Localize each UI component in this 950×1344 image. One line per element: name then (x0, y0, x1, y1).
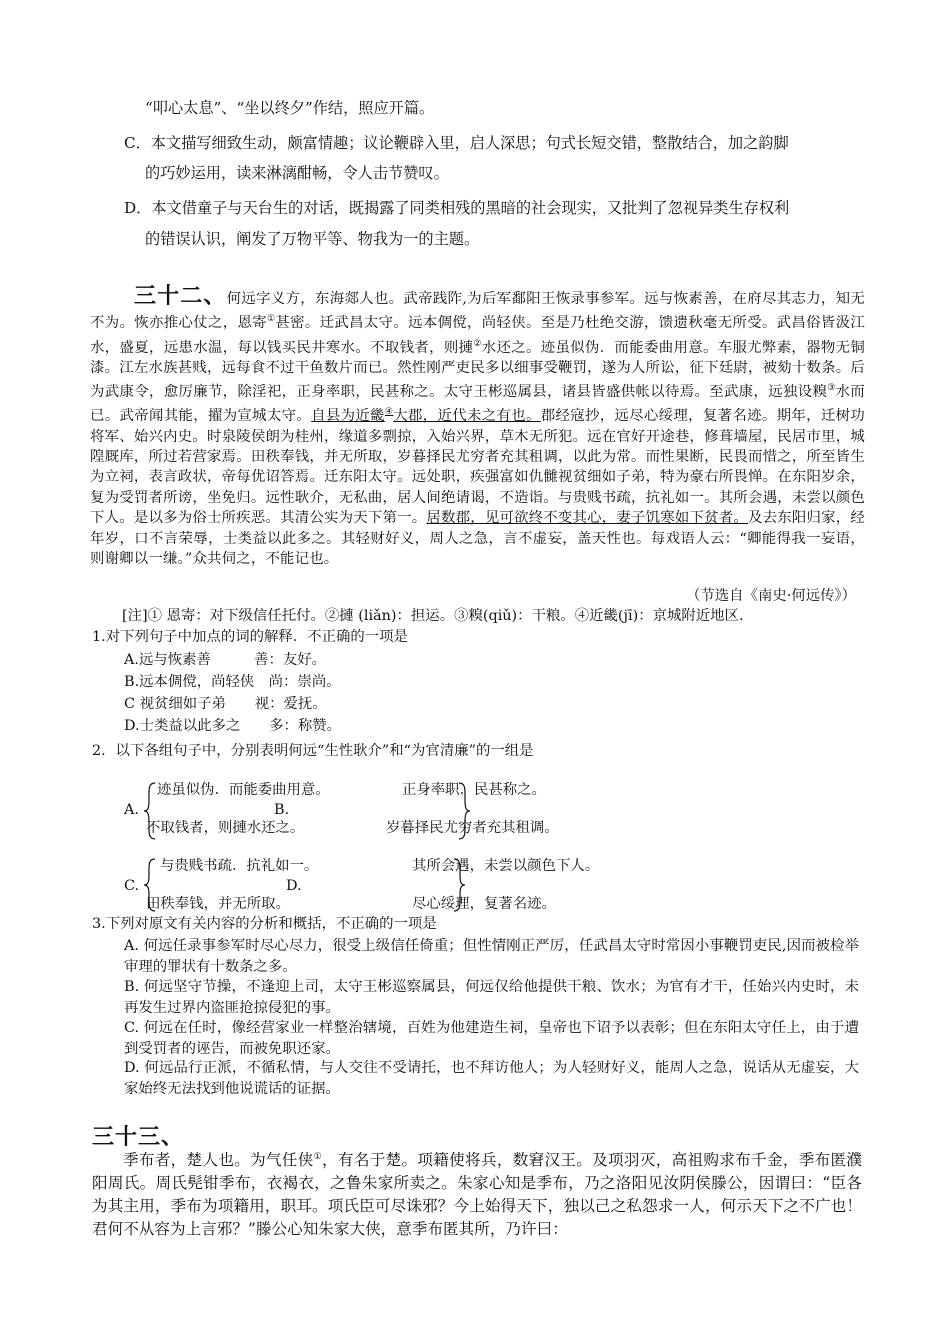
question-1-option-c: C 视贫细如子弟 视：爱抚。 (124, 696, 327, 712)
passage-32-text-1: 何远字义方，东海郯人也。武帝践阼,为后军鄱阳王恢录事参军。远与恢素善，在府尽其志力，知无不为。恢亦推心仗之，恩寄 (90, 291, 865, 332)
right-brace-b (457, 782, 471, 840)
option-c-line2: 的巧妙运用，读来淋漓酣畅，令人击节赞叹。 (145, 164, 449, 182)
passage-32-text-3: 水还之。迹虽似伪．而能委曲用意。车服尤弊素，器物无铜漆。江左水族甚贱，远每食不过干鱼数片而已。然性刚严吏民多以细事受鞭罚，遂为人所讼，征下廷尉，被劾十数条。后为武康令，愈厉廉节，除淫祀，正身率职，民甚称之。太守王彬巡属县，诸县皆盛供帐以待焉。至武康，远独设糗 (90, 339, 866, 401)
option-d-line2: 的错误认识，阐发了万物平等、物我为一的主题。 (145, 230, 480, 248)
question-2-stem: 2．以下各组句子中，分别表明何远“生性耿介”和“为官清廉”的一组是 (92, 743, 534, 759)
question-2-d-sentence-2: 尽心绥理，复著名迹。 (412, 896, 556, 912)
passage-32-text-2: 甚密。迁武昌太守。远本倜傥，尚轻侠。至是乃杜绝交游，馈遗秋毫无所受。武昌俗皆汲江水，盛夏，远患水温，每以钱买民井寒水。不取钱者，则摙 (90, 315, 865, 356)
underlined-sentence-2: 居数郡，见可欲终不变其心，妻子饥寒如下贫者。 (426, 510, 749, 527)
footnote-marker-1: ① (266, 314, 276, 325)
question-2-option-a-label: A. (124, 802, 139, 818)
question-2-c-sentence-2: 田秩奉钱，并无所取。 (146, 896, 290, 912)
option-c-line1: C．本文描写细致生动，颇富情趣；议论鞭辟入里，启人深思；句式长短交错，整散结合，加之韵脚 (124, 134, 789, 152)
option-d-line1: D．本文借童子与天台生的对话，既揭露了同类相残的黑暗的社会现实，又批判了忽视异类生存权利 (124, 199, 790, 217)
question-3-option-a: A. 何远任录事参军时尽心尽力，很受上级信任倚重；但性情刚正严厉，任武昌太守时常因小事鞭罚吏民,因而被检举审理的罪状有十数条之多。 (124, 938, 859, 975)
question-2-c-sentence-1: 与贵贱书疏．抗礼如一。 (160, 858, 319, 874)
passage-footnotes: [注]① 恩寄：对下级信任托付。②摙 (liǎn)：担运。③糗(qiǔ)：干粮。④近畿(jī)：京城附近地区. (122, 608, 744, 624)
question-1-option-b: B.远本倜傥，尚轻侠 尚：崇尚。 (124, 674, 341, 690)
question-3-option-b: B. 何远坚守节操，不逢迎上司，太守王彬巡察属县，何远仅给他提供干粮、饮水；为官有才干，任始兴内史时，未再发生过界内盗匪抢掠侵犯的事。 (124, 979, 859, 1016)
footnote-marker-33-1: ① (313, 1152, 323, 1162)
question-2-option-c-label: C. (124, 878, 140, 894)
question-2-b-sentence-2: 岁暮择民尤穷者充其租调。 (386, 820, 559, 836)
footnote-marker-4: ④ (384, 407, 394, 418)
passage-32-text-5: 郡经寇抄，远尽心绥理，复著名迹。期年，迁树功将军、始兴内史。时泉陵侯朗为桂州，缘道多剽掠，入始兴界，草木无所犯。远在官好开途巷，修葺墙屋，民居市里，城隍厩库，所过若营家焉。田秩奉钱，并无所取，岁暮择民尤穷者充其租调，以此为常。而性果断，民畏而惜之，所至皆生为立祠，表言政状，帝每优诏答焉。迁东阳太守。远处职，疾强富如仇雠视贫细如子弟，特为豪右所畏惮。在东阳岁余，复为受罚者所谤，坐免归。远性耿介，无私曲，居人间绝请谒，不造诣。与贵贱书疏，抗礼如一。其所会遇，未尝以颜色下人。是以多为俗士所疾恶。其清公实为天下第一。 (90, 408, 865, 527)
question-3-stem: 3.下列对原文有关内容的分析和概括，不正确的一项是 (92, 916, 437, 932)
question-1-option-a: A.远与恢素善 善：友好。 (124, 652, 327, 668)
question-2-a-sentence-2: 不取钱者，则摙水还之。 (146, 820, 305, 836)
question-2-option-b-label: B. (274, 802, 290, 818)
question-2-option-d-label: D. (286, 878, 302, 894)
question-3-option-c: C. 何远在任时，像经营家业一样整治辖境，百姓为他建造生祠，皇帝也下诏予以表彰；但在东阳太守任上，由于遭到受罚者的诬告，而被免职还家。 (124, 1020, 859, 1057)
passage-32-text-6: 及去东阳归家，经年岁，口不言荣辱，士类益以此多之。其轻财好义，周人之急，言不虚妄，盖天性也。每戏语人云：“卿能得我一妄语，则谢卿以一缣。”众共伺之，不能记也。 (90, 510, 865, 568)
passage-32-text-4: 水而已。武帝闻其能，擢为宣城太守。 (90, 384, 865, 425)
footnote-marker-3: ③ (827, 383, 836, 394)
passage-33-text-1: 季布者，楚人也。为气任侠 (123, 1151, 314, 1170)
question-3-option-d: D. 何远品行正派，不循私情，与人交往不受请托，也不拜访他人；为人轻财好义，能周人之急，说话从无虚妄，大家始终无法找到他说谎话的证据。 (124, 1060, 859, 1097)
question-32-heading: 三十二、 (134, 283, 227, 309)
question-2-d-sentence-1: 其所会遇，未尝以颜色下人。 (412, 858, 600, 874)
passage-33 (92, 1146, 862, 1240)
passage-source: （节选自《南史·何远传》） (686, 588, 857, 604)
passage-33-text-2: ，有名于楚。项籍使将兵，数窘汉王。及项羽灭，高祖购求布千金，季布匿濮阳周氏。周氏髡钳季布，衣褐衣，之鲁朱家所卖之。朱家心知是季布，乃之洛阳见汝阴侯滕公，因谓曰：“臣各为其主用，季布为项籍用，职耳。项氏臣可尽诛邪？今上始得天下，独以己之私怨求一人，何示天下之不广也！君何不从容为上言邪？”滕公心知朱家大侠，意季布匿其所，乃许曰： (92, 1151, 862, 1238)
option-b-tail: “叩心太息”、“坐以终夕”作结，照应开篇。 (145, 99, 435, 117)
footnote-marker-2: ② (473, 338, 482, 349)
question-33-heading: 三十三、 (92, 1124, 185, 1150)
question-1-stem: 1.对下列句子中加点的词的解释．不正确的一项是 (92, 629, 408, 645)
question-2-b-sentence-1: 正身率职．民甚称之。 (402, 782, 546, 798)
passage-32 (90, 283, 866, 569)
question-2-a-sentence-1: 迹虽似伪．而能委曲用意。 (157, 782, 330, 798)
underlined-sentence-1a: 自县为近畿 (311, 408, 385, 425)
right-brace-d (452, 858, 466, 912)
question-1-option-d: D.士类益以此多之 多：称赞。 (124, 718, 342, 734)
underlined-sentence-1b: 大郡，近代未之有也。 (393, 408, 541, 425)
